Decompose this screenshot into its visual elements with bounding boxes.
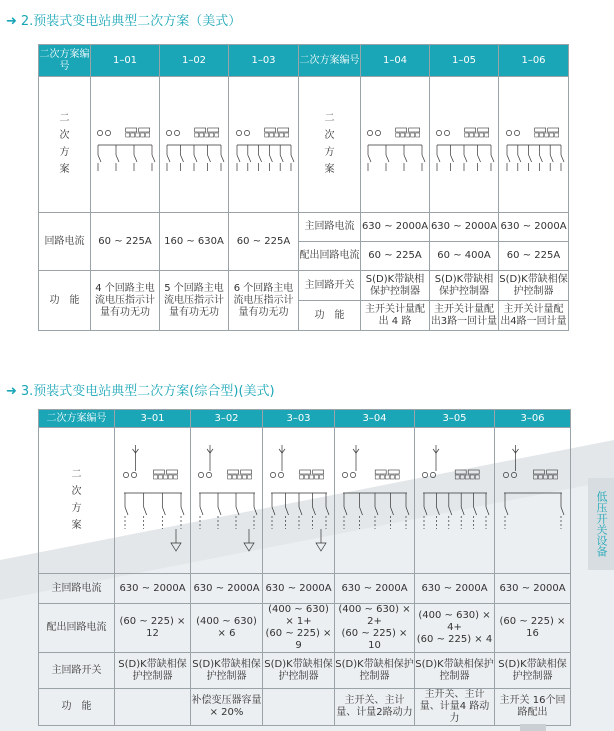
meter-icon	[460, 475, 464, 479]
row-label-main-current: 主回路电流	[39, 574, 115, 604]
branch-3-03: (400 ~ 630) × 1+ (60 ~ 225) × 9	[263, 604, 335, 653]
switch-icon	[437, 155, 440, 162]
meter-icon	[195, 133, 199, 137]
header-col-3-01: 3–01	[115, 410, 191, 428]
switch-icon	[247, 155, 250, 162]
switch-icon	[116, 155, 119, 162]
header-col-1-03: 1–03	[229, 45, 299, 77]
switch-icon	[507, 155, 510, 162]
meter-box-icon	[388, 470, 399, 474]
switch-icon	[386, 155, 389, 162]
meter-icon	[309, 475, 313, 479]
meter-icon	[470, 475, 474, 479]
meter-box-icon	[533, 470, 544, 474]
switch-icon	[299, 507, 302, 515]
diagram-row-label: 二 次 方 案	[39, 428, 115, 574]
meter-box-icon	[465, 128, 476, 132]
switch-icon	[550, 155, 553, 162]
switch-icon	[491, 155, 494, 162]
meter-icon	[534, 133, 538, 137]
meter-icon	[549, 133, 553, 137]
row-label-main-current: 主回路电流	[299, 213, 361, 242]
switch-icon	[517, 155, 520, 162]
meter-icon	[274, 133, 278, 137]
diagram-3-02	[191, 428, 263, 574]
meter-icon	[173, 475, 177, 479]
switch-icon	[368, 155, 371, 162]
current-transformer-icon	[514, 130, 519, 135]
diagram-1-02	[160, 77, 229, 213]
header-col-1-06: 1–06	[499, 45, 569, 77]
current-1-03: 60 ~ 225A	[229, 213, 299, 271]
meter-box-icon	[264, 128, 275, 132]
branch-3-02: (400 ~ 630) × 6	[191, 604, 263, 653]
meter-icon	[539, 133, 543, 137]
capacitor-icon	[171, 543, 181, 551]
current-transformer-icon	[375, 130, 380, 135]
current-transformer-icon	[503, 472, 508, 477]
current-transformer-icon	[206, 472, 211, 477]
header-scheme-number: 二次方案编号	[39, 45, 91, 77]
meter-icon	[465, 133, 469, 137]
page-number-tab	[520, 724, 546, 731]
main-current-3-05: 630 ~ 2000A	[415, 574, 495, 604]
meter-icon	[553, 475, 557, 479]
diagram-row-label: 二 次 方 案	[299, 77, 361, 213]
branch-3-01: (60 ~ 225) × 12	[115, 604, 191, 653]
function-3-06: 主开关 16个回路配出	[495, 689, 571, 726]
current-transformer-icon	[278, 472, 283, 477]
main-switch-3-04: S(D)K带缺相保护控制器	[335, 653, 415, 689]
row-label-branch-current: 配出回路电流	[299, 242, 361, 271]
switch-icon	[98, 155, 101, 162]
header-col-3-06: 3–06	[495, 410, 571, 428]
main-current-3-02: 630 ~ 2000A	[191, 574, 263, 604]
switch-icon	[208, 155, 211, 162]
current-transformer-icon	[244, 130, 249, 135]
header-col-3-03: 3–03	[263, 410, 335, 428]
switch-icon	[218, 507, 221, 515]
meter-icon	[279, 133, 283, 137]
switch-icon	[505, 507, 508, 515]
switch-icon	[451, 155, 454, 162]
main-switch-1-05: S(D)K带缺相保护控制器	[430, 271, 499, 301]
function-1-03: 6 个回路主电流电压指示计量有功无功	[229, 271, 299, 331]
header-col-3-02: 3–02	[191, 410, 263, 428]
meter-icon	[269, 133, 273, 137]
switch-icon	[424, 507, 427, 515]
meter-box-icon	[227, 470, 238, 474]
meter-icon	[304, 475, 308, 479]
meter-box-icon	[126, 128, 137, 132]
header-col-3-05: 3–05	[415, 410, 495, 428]
meter-icon	[475, 475, 479, 479]
meter-box-icon	[547, 128, 558, 132]
switch-icon	[375, 507, 378, 515]
meter-icon	[543, 475, 547, 479]
switch-icon	[326, 507, 329, 515]
scheme-table-1-left	[38, 44, 299, 331]
meter-icon	[538, 475, 542, 479]
switch-icon	[486, 507, 489, 515]
header-col-1-04: 1–04	[361, 45, 430, 77]
switch-icon	[561, 155, 564, 162]
diagram-1-06	[499, 77, 569, 213]
current-transformer-icon	[166, 130, 171, 135]
diagram-3-05	[415, 428, 495, 574]
function-3-04: 主开关、主计量、计量2路动力	[335, 689, 415, 726]
meter-icon	[485, 133, 489, 137]
main-switch-3-06: S(D)K带缺相保护控制器	[495, 653, 571, 689]
meter-icon	[227, 475, 231, 479]
main-current-1-06: 630 ~ 2000A	[499, 213, 569, 242]
meter-box-icon	[534, 128, 545, 132]
header-scheme-number: 二次方案编号	[39, 410, 115, 428]
current-transformer-icon	[350, 472, 355, 477]
switch-icon	[194, 155, 197, 162]
switch-icon	[561, 507, 564, 515]
switch-icon	[464, 155, 467, 162]
branch-current-1-04: 60 ~ 225A	[361, 242, 430, 271]
section-1-title: ➜ 2.预装式变电站典型二次方案（美式）	[6, 14, 242, 29]
main-switch-1-04: S(D)K带缺相保护控制器	[361, 271, 430, 301]
switch-icon	[478, 155, 481, 162]
header-scheme-number: 二次方案编号	[299, 45, 361, 77]
switch-icon	[448, 507, 451, 515]
switch-icon	[473, 507, 476, 515]
meter-box-icon	[166, 470, 177, 474]
meter-icon	[131, 133, 135, 137]
diagram-1-01	[91, 77, 160, 213]
meter-box-icon	[312, 470, 323, 474]
scheme-table-2	[38, 409, 571, 726]
switch-icon	[280, 155, 283, 162]
current-transformer-icon	[444, 130, 449, 135]
meter-box-icon	[299, 470, 310, 474]
meter-icon	[210, 133, 214, 137]
current-1-01: 60 ~ 225A	[91, 213, 160, 271]
switch-icon	[422, 155, 425, 162]
meter-icon	[533, 475, 537, 479]
main-current-1-04: 630 ~ 2000A	[361, 213, 430, 242]
meter-icon	[163, 475, 167, 479]
meter-icon	[319, 475, 323, 479]
switch-icon	[344, 507, 347, 515]
meter-icon	[215, 133, 219, 137]
row-label-current: 回路电流	[39, 213, 91, 271]
row-label-main-switch: 主回路开关	[39, 653, 115, 689]
switch-icon	[285, 507, 288, 515]
meter-icon	[395, 475, 399, 479]
switch-icon	[359, 507, 362, 515]
meter-box-icon	[455, 470, 466, 474]
function-1-06: 主开关计量配出4路一回计量	[499, 301, 569, 331]
meter-icon	[200, 133, 204, 137]
scheme-table-1-right	[298, 44, 569, 331]
meter-icon	[475, 133, 479, 137]
diagram-3-06	[495, 428, 571, 574]
meter-icon	[205, 133, 209, 137]
meter-icon	[455, 475, 459, 479]
meter-icon	[242, 475, 246, 479]
diagram-1-04	[361, 77, 430, 213]
meter-icon	[390, 475, 394, 479]
branch-3-05: (400 ~ 630) × 4+ (60 ~ 225) × 4	[415, 604, 495, 653]
diagram-3-03	[263, 428, 335, 574]
meter-icon	[406, 133, 410, 137]
switch-icon	[291, 155, 294, 162]
current-transformer-icon	[511, 472, 516, 477]
meter-icon	[284, 133, 288, 137]
current-transformer-icon	[105, 130, 110, 135]
diagram-3-01	[115, 428, 191, 574]
meter-icon	[385, 475, 389, 479]
meter-icon	[237, 475, 241, 479]
switch-icon	[436, 507, 439, 515]
branch-current-1-05: 60 ~ 400A	[430, 242, 499, 271]
current-transformer-icon	[97, 130, 102, 135]
current-transformer-icon	[131, 472, 136, 477]
meter-icon	[375, 475, 379, 479]
meter-icon	[153, 475, 157, 479]
meter-icon	[264, 133, 268, 137]
main-switch-3-03: S(D)K带缺相保护控制器	[263, 653, 335, 689]
switch-icon	[236, 507, 239, 515]
meter-icon	[480, 133, 484, 137]
current-transformer-icon	[270, 472, 275, 477]
meter-icon	[401, 133, 405, 137]
meter-icon	[380, 475, 384, 479]
branch-current-1-06: 60 ~ 225A	[499, 242, 569, 271]
current-transformer-icon	[123, 472, 128, 477]
switch-icon	[272, 507, 275, 515]
main-current-1-05: 630 ~ 2000A	[430, 213, 499, 242]
current-transformer-icon	[174, 130, 179, 135]
switch-icon	[461, 507, 464, 515]
meter-icon	[416, 133, 420, 137]
diagram-3-04	[335, 428, 415, 574]
switch-icon	[258, 155, 261, 162]
meter-box-icon	[546, 470, 557, 474]
meter-icon	[126, 133, 130, 137]
function-3-02: 补偿变压器容量 × 20%	[191, 689, 263, 726]
switch-icon	[237, 155, 240, 162]
current-transformer-icon	[422, 472, 427, 477]
meter-box-icon	[195, 128, 206, 132]
current-transformer-icon	[342, 472, 347, 477]
arrow-right-icon: ➜	[6, 14, 17, 29]
meter-box-icon	[240, 470, 251, 474]
meter-box-icon	[468, 470, 479, 474]
main-current-3-03: 630 ~ 2000A	[263, 574, 335, 604]
meter-icon	[548, 475, 552, 479]
row-label-function: 功 能	[39, 689, 115, 726]
main-switch-3-01: S(D)K带缺相保护控制器	[115, 653, 191, 689]
switch-icon	[200, 507, 203, 515]
capacitor-icon	[316, 543, 326, 551]
function-3-01	[115, 689, 191, 726]
row-label-main-switch: 主回路开关	[299, 271, 361, 301]
meter-box-icon	[375, 470, 386, 474]
row-label-function: 功 能	[299, 301, 361, 331]
switch-icon	[528, 155, 531, 162]
switch-icon	[167, 155, 170, 162]
header-col-1-01: 1–01	[91, 45, 160, 77]
meter-icon	[247, 475, 251, 479]
switch-icon	[181, 507, 184, 515]
meter-box-icon	[409, 128, 420, 132]
diagram-1-03	[229, 77, 299, 213]
switch-icon	[152, 155, 155, 162]
current-transformer-icon	[198, 472, 203, 477]
meter-box-icon	[396, 128, 407, 132]
function-1-02: 5 个回路主电流电压指示计量有功无功	[160, 271, 229, 331]
switch-icon	[539, 155, 542, 162]
switch-icon	[143, 507, 146, 515]
section-2-title: ➜ 3.预装式变电站典型二次方案(综合型)(美式)	[6, 384, 275, 399]
switch-icon	[254, 507, 257, 515]
header-col-1-02: 1–02	[160, 45, 229, 77]
meter-box-icon	[208, 128, 219, 132]
branch-3-06: (60 ~ 225) × 16	[495, 604, 571, 653]
switch-icon	[181, 155, 184, 162]
switch-icon	[269, 155, 272, 162]
meter-box-icon	[139, 128, 150, 132]
main-switch-3-05: S(D)K带缺相保护控制器	[415, 653, 495, 689]
current-transformer-icon	[506, 130, 511, 135]
function-1-01: 4 个回路主电流电压指示计量有功无功	[91, 271, 160, 331]
function-1-04: 主开关计量配出 4 路	[361, 301, 430, 331]
function-1-05: 主开关计量配出3路一回计量	[430, 301, 499, 331]
meter-icon	[299, 475, 303, 479]
header-col-1-05: 1–05	[430, 45, 499, 77]
switch-icon	[125, 507, 128, 515]
meter-icon	[465, 475, 469, 479]
main-current-3-04: 630 ~ 2000A	[335, 574, 415, 604]
switch-icon	[221, 155, 224, 162]
meter-icon	[146, 133, 150, 137]
branch-3-04: (400 ~ 630) × 2+ (60 ~ 225) × 10	[335, 604, 415, 653]
main-switch-3-02: S(D)K带缺相保护控制器	[191, 653, 263, 689]
switch-icon	[404, 155, 407, 162]
switch-icon	[134, 155, 137, 162]
meter-icon	[141, 133, 145, 137]
current-transformer-icon	[430, 472, 435, 477]
function-3-03	[263, 689, 335, 726]
switch-icon	[390, 507, 393, 515]
function-3-05: 主开关、主计量、计量4 路动力	[415, 689, 495, 726]
current-transformer-icon	[236, 130, 241, 135]
switch-icon	[312, 507, 315, 515]
meter-icon	[232, 475, 236, 479]
diagram-row-label: 二 次 方 案	[39, 77, 91, 213]
row-label-function: 功 能	[39, 271, 91, 331]
meter-icon	[396, 133, 400, 137]
meter-icon	[544, 133, 548, 137]
current-transformer-icon	[436, 130, 441, 135]
meter-box-icon	[277, 128, 288, 132]
current-1-02: 160 ~ 630A	[160, 213, 229, 271]
meter-box-icon	[478, 128, 489, 132]
switch-icon	[406, 507, 409, 515]
capacitor-icon	[244, 543, 254, 551]
current-transformer-icon	[367, 130, 372, 135]
arrow-right-icon: ➜	[6, 384, 17, 399]
diagram-1-05	[430, 77, 499, 213]
meter-icon	[470, 133, 474, 137]
main-current-3-06: 630 ~ 2000A	[495, 574, 571, 604]
main-current-3-01: 630 ~ 2000A	[115, 574, 191, 604]
meter-icon	[168, 475, 172, 479]
meter-icon	[411, 133, 415, 137]
side-tab-low-voltage-switchgear[interactable]: 低压开关设备	[588, 478, 614, 570]
meter-icon	[554, 133, 558, 137]
meter-icon	[158, 475, 162, 479]
switch-icon	[162, 507, 165, 515]
meter-icon	[314, 475, 318, 479]
row-label-branch-current: 配出回路电流	[39, 604, 115, 653]
main-switch-1-06: S(D)K带缺相保护控制器	[499, 271, 569, 301]
meter-box-icon	[153, 470, 164, 474]
header-col-3-04: 3–04	[335, 410, 415, 428]
meter-icon	[136, 133, 140, 137]
